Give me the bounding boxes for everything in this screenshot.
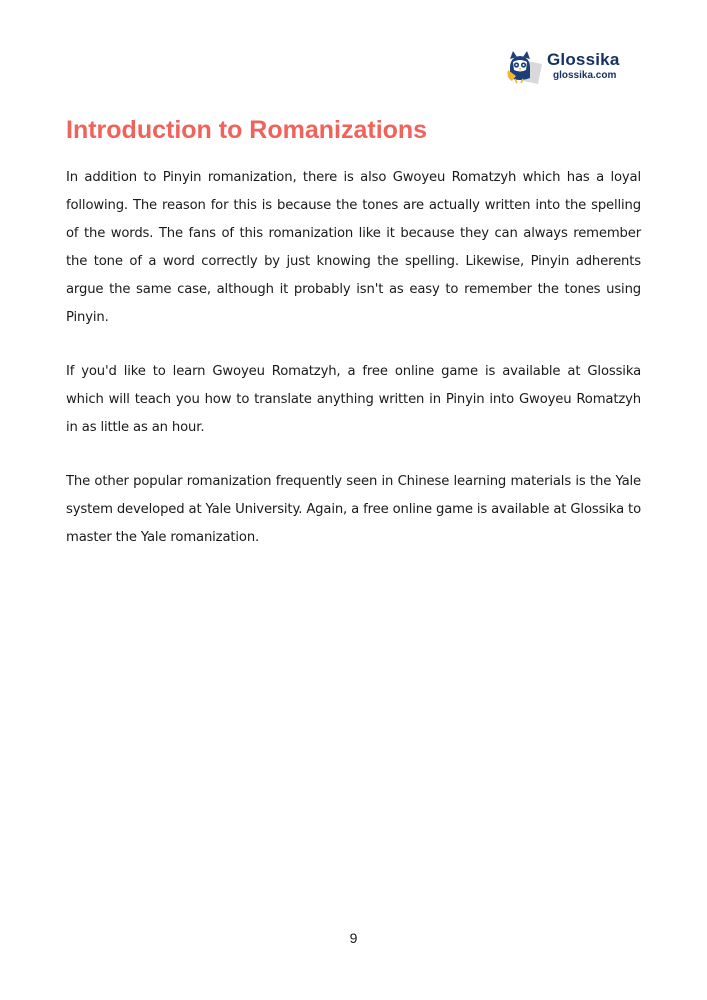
- brand-url: glossika.com: [553, 70, 617, 81]
- paragraph-3: The other popular romanization frequently seen in Chinese learning materials is the Yale system developed at Yale University. Again, a free online game is available at Glossika to master the Yale romanization.: [66, 474, 641, 545]
- paragraph-1: In addition to Pinyin romanization, there is also Gwoyeu Romatzyh which has a loyal following. The reason for this is because the tones are actually written into the spelling of the words. The fans of this romanization like it because they can always remember the tone of a word correctly by just knowing the spelling. Likewise, Pinyin adherents argue the same case, although it probably isn't as easy to remember the tones using Pinyin.: [66, 170, 641, 325]
- brand-name: Glossika: [547, 50, 620, 69]
- paragraph-2: If you'd like to learn Gwoyeu Romatzyh, a free online game is available at Glossika which will teach you how to translate anything written in Pinyin into Gwoyeu Romatzyh in as little as an hour.: [66, 364, 641, 435]
- page-title: Introduction to Romanizations: [66, 116, 428, 144]
- owl-logo-icon: [506, 48, 544, 86]
- brand-logo: [506, 48, 646, 88]
- page-number: 9: [349, 930, 358, 946]
- body-text: [66, 164, 641, 578]
